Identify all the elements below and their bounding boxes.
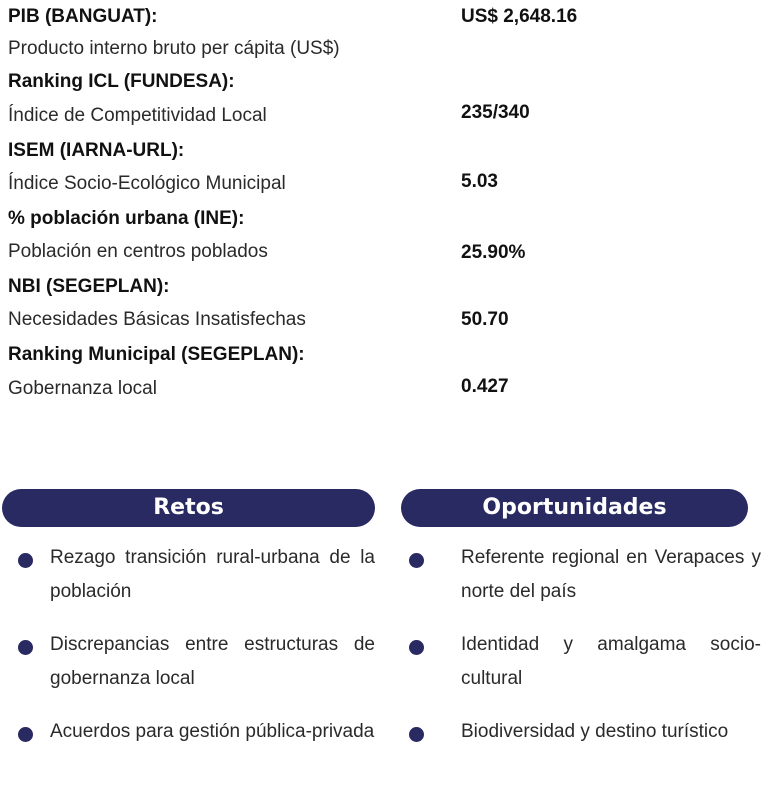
retos-item-text: Acuerdos para gestión pública-privada (50, 721, 375, 742)
retos-panel (2, 489, 375, 527)
list-item (0, 715, 380, 785)
indicator-description-urbana: Población en centros poblados (8, 241, 268, 262)
bullet-icon (409, 640, 424, 655)
indicator-description-isem: Índice Socio-Ecológico Municipal (8, 173, 286, 194)
indicator-value-pib: US$ 2,648.16 (461, 6, 578, 27)
indicator-heading-icl: Ranking ICL (FUNDESA): (8, 71, 235, 92)
retos-item-text: Rezago transición rural-urbana de la población (50, 547, 375, 602)
oportunidades-panel (401, 489, 748, 527)
list-item (400, 715, 768, 755)
indicator-value-isem: 5.03 (461, 171, 498, 192)
indicator-heading-pib: PIB (BANGUAT): (8, 6, 158, 27)
list-item (0, 628, 380, 698)
indicator-value-ranking-municipal: 0.427 (461, 376, 509, 397)
indicator-heading-nbi: NBI (SEGEPLAN): (8, 276, 170, 297)
indicator-description-pib: Producto interno bruto per cápita (US$) (8, 38, 340, 59)
bullet-icon (409, 553, 424, 568)
oportunidades-item-text: Referente regional en Verapaces y norte del país (461, 547, 761, 602)
bullet-icon (409, 727, 424, 742)
indicator-description-nbi: Necesidades Básicas Insatisfechas (8, 309, 306, 330)
oportunidades-item-text: Identidad y amalgama socio-cultural (461, 634, 761, 689)
indicator-heading-urbana: % población urbana (INE): (8, 208, 245, 229)
list-item (400, 541, 768, 611)
oportunidades-item-text: Biodiversidad y destino turístico (461, 721, 729, 742)
indicator-value-nbi: 50.70 (461, 309, 509, 330)
list-item (0, 541, 380, 611)
oportunidades-title: Oportunidades (401, 489, 748, 527)
retos-title: Retos (2, 489, 375, 527)
indicator-heading-ranking-municipal: Ranking Municipal (SEGEPLAN): (8, 344, 305, 365)
indicator-description-icl: Índice de Competitividad Local (8, 105, 267, 126)
bullet-icon (18, 727, 33, 742)
retos-item-text: Discrepancias entre estructuras de gobernanza local (50, 634, 375, 689)
bullet-icon (18, 553, 33, 568)
indicator-description-ranking-municipal: Gobernanza local (8, 378, 157, 399)
indicator-heading-isem: ISEM (IARNA-URL): (8, 140, 185, 161)
indicator-value-icl: 235/340 (461, 102, 530, 123)
indicator-value-urbana: 25.90% (461, 242, 526, 263)
bullet-icon (18, 640, 33, 655)
list-item (400, 628, 768, 698)
